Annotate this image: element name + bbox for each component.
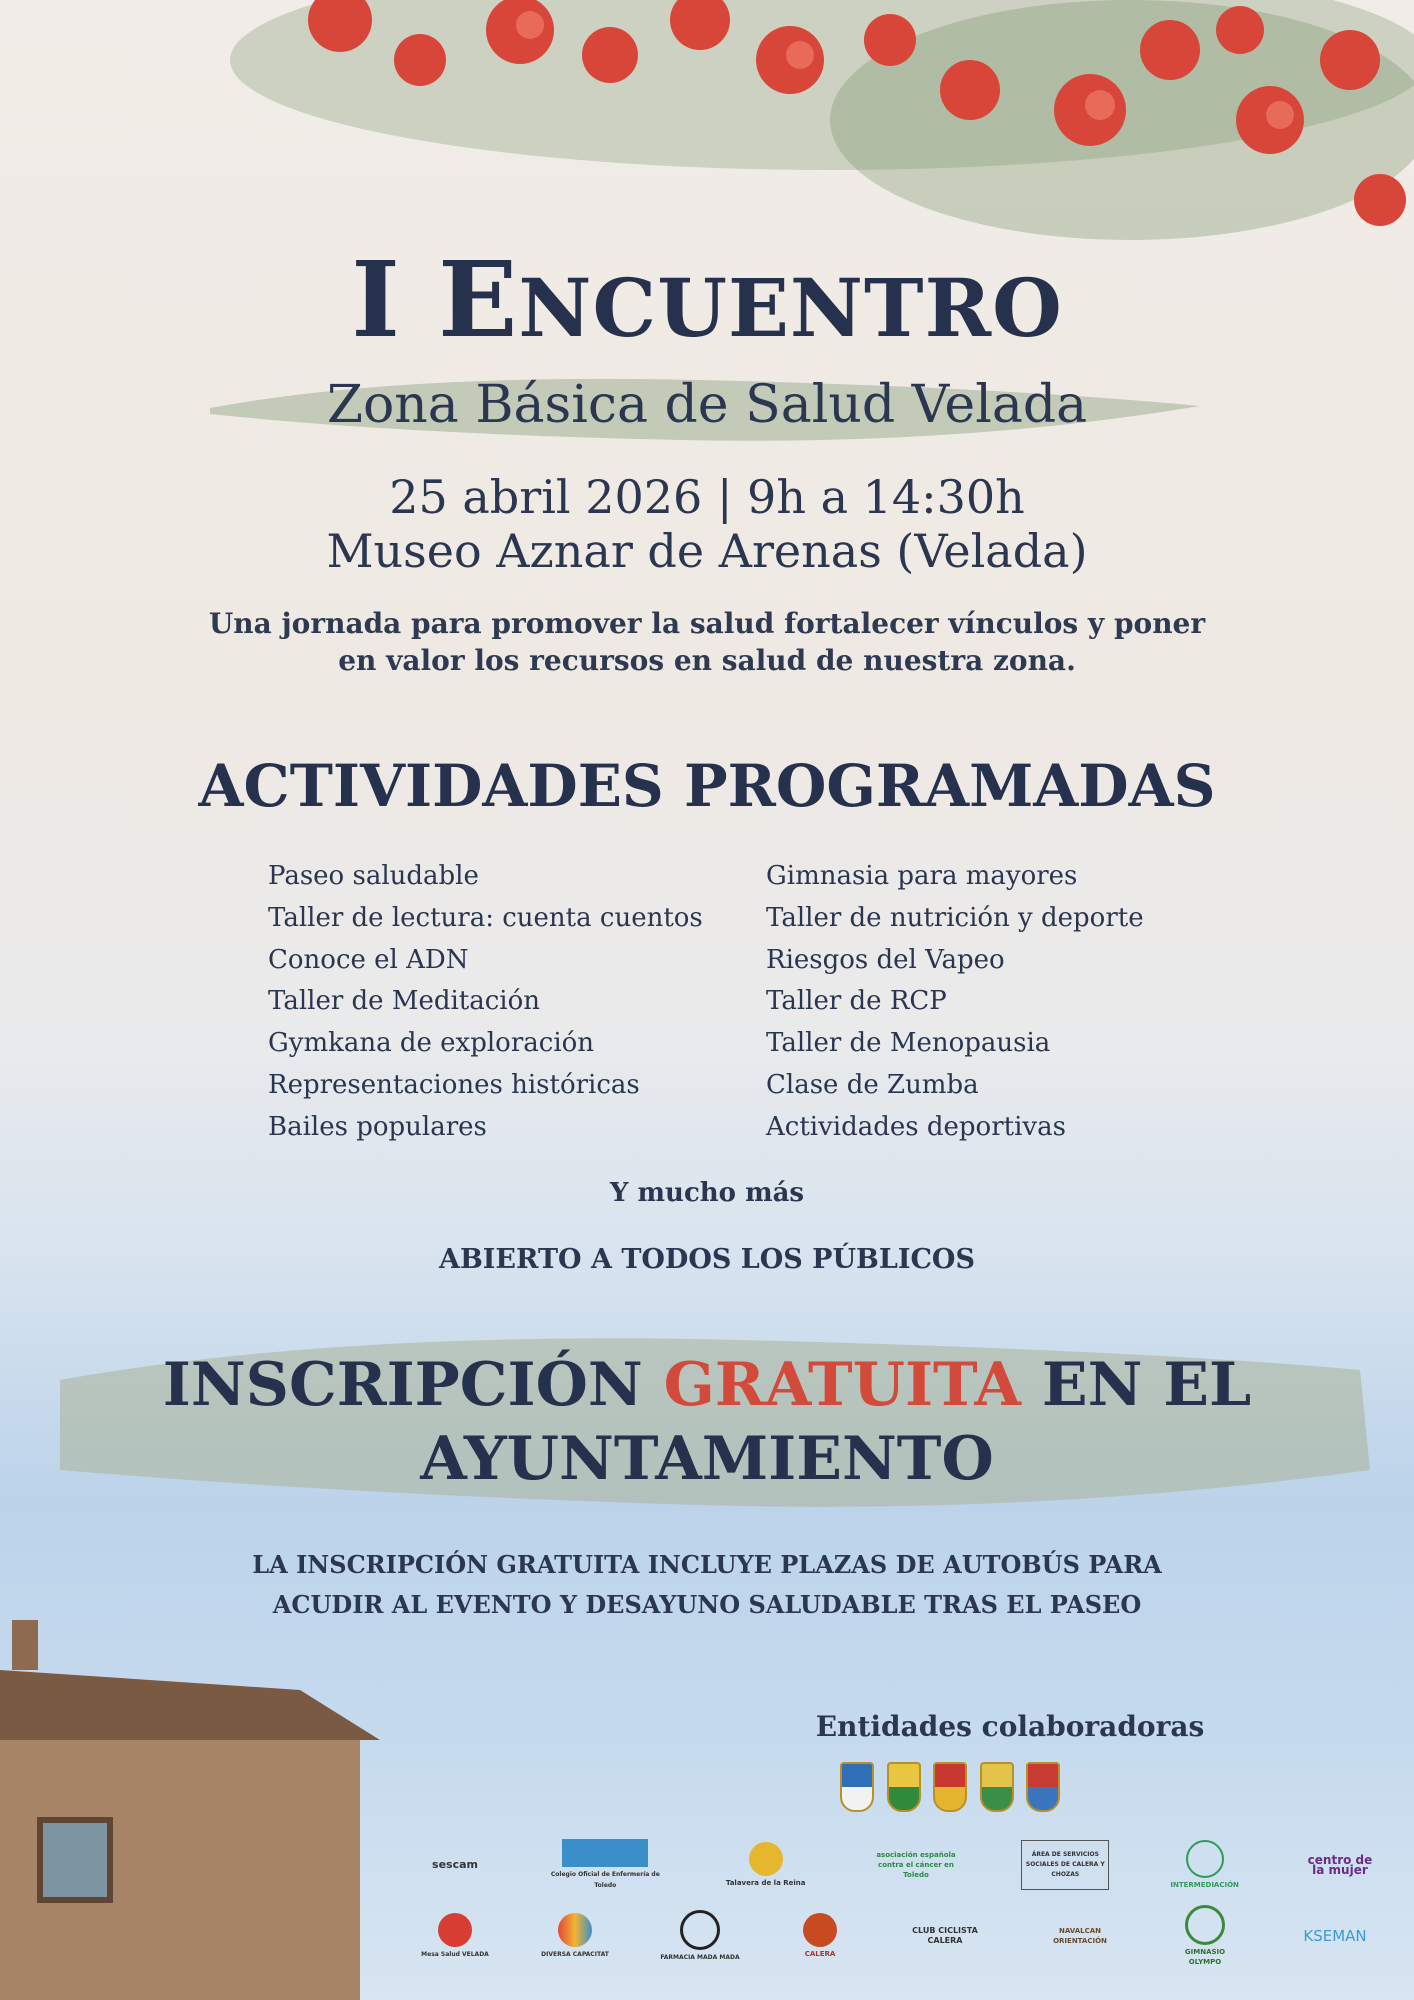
logo-label: NAVALCAN ORIENTACIÓN xyxy=(1053,1927,1107,1945)
logo-gimnasio-olympo xyxy=(1170,1912,1240,1966)
logo-label: centro de la mujer xyxy=(1307,1853,1373,1877)
includes-line-1: LA INSCRIPCIÓN GRATUITA INCLUYE PLAZAS DE AUTOBÚS PARA xyxy=(252,1550,1162,1579)
activity-item: Taller de lectura: cuenta cuentos xyxy=(268,902,703,933)
logo-label: FARMACIA MADA MADA xyxy=(660,1953,740,1961)
logo-servicios-sociales xyxy=(1021,1840,1109,1890)
logo-label: ÁREA DE SERVICIOS SOCIALES DE CALERA Y CHOZAS xyxy=(1025,1851,1105,1878)
activity-item: Taller de RCP xyxy=(766,986,947,1017)
activities-title: ACTIVIDADES PROGRAMADAS xyxy=(198,752,1216,820)
activity-item: Actividades deportivas xyxy=(766,1111,1066,1142)
logo-centro-mujer xyxy=(1300,1841,1380,1889)
registration-line-2: AYUNTAMIENTO xyxy=(420,1424,994,1494)
activity-item: Taller de Menopausia xyxy=(766,1028,1051,1059)
logo-label: Mesa Salud VELADA xyxy=(421,1950,489,1958)
logo-aecc xyxy=(866,1841,966,1889)
flowers-decoration xyxy=(230,0,1414,240)
logo-club-ciclista xyxy=(900,1912,990,1960)
logo-talavera xyxy=(721,1841,811,1889)
activities-left-list xyxy=(268,856,703,1149)
activity-item: Gymkana de exploración xyxy=(268,1028,595,1059)
subtitle: Zona Básica de Salud Velada xyxy=(326,375,1088,435)
logo-label: CALERA xyxy=(804,1950,836,1958)
collaborator-logos-row-1 xyxy=(420,1840,1380,1890)
logo-label: GIMNASIO OLYMPO xyxy=(1184,1948,1226,1966)
activity-item: Riesgos del Vapeo xyxy=(766,944,1005,975)
collaborator-logos-row-2 xyxy=(420,1912,1380,1966)
registration-part-1: INSCRIPCIÓN xyxy=(162,1350,664,1420)
activity-item: Conoce el ADN xyxy=(268,944,469,975)
shield-icon xyxy=(840,1762,874,1812)
logo-label: sescam xyxy=(432,1858,478,1871)
logo-label: Colegio Oficial de Enfermería de Toledo xyxy=(550,1871,660,1889)
logo-diversa-capacitat xyxy=(540,1912,610,1960)
logo-label: KSEMAN xyxy=(1303,1927,1367,1945)
registration-highlight: GRATUITA xyxy=(663,1350,1021,1420)
activity-item: Taller de Meditación xyxy=(268,986,541,1017)
intro-text: Una jornada para promover la salud fortalecer vínculos y poner en valor los recursos en salud de nuestra zona. xyxy=(208,607,1206,677)
open-to-all-text: ABIERTO A TODOS LOS PÚBLICOS xyxy=(439,1244,975,1275)
logo-sescam xyxy=(420,1841,490,1889)
activity-item: Clase de Zumba xyxy=(766,1069,979,1100)
logo-mesa-salud xyxy=(420,1912,490,1960)
activity-item: Bailes populares xyxy=(268,1111,487,1142)
date-line: 25 abril 2026 | 9h a 14:30h xyxy=(389,470,1025,524)
logo-label: Talavera de la Reina xyxy=(725,1879,806,1887)
registration-part-2: EN EL xyxy=(1020,1350,1252,1420)
includes-line-2: ACUDIR AL EVENTO Y DESAYUNO SALUDABLE TRAS EL PASEO xyxy=(272,1590,1142,1619)
collaborators-title: Entidades colaboradoras xyxy=(815,1710,1205,1743)
registration-line-1 xyxy=(0,1348,1414,1422)
municipal-shields xyxy=(840,1762,1060,1814)
title-rest: NCUENTRO xyxy=(518,261,1063,355)
more-text: Y mucho más xyxy=(609,1178,805,1208)
shield-icon xyxy=(933,1762,967,1812)
activity-item: Paseo saludable xyxy=(268,861,479,891)
logo-label: CLUB CICLISTA CALERA xyxy=(912,1926,978,1945)
date-venue xyxy=(0,470,1414,578)
church-building-decoration xyxy=(0,1600,430,2000)
venue-line: Museo Aznar de Arenas (Velada) xyxy=(326,524,1088,578)
shield-icon xyxy=(887,1762,921,1812)
logo-label: DIVERSA CAPACITAT xyxy=(541,1950,609,1958)
shield-icon xyxy=(980,1762,1014,1812)
logo-enfermeria-toledo xyxy=(545,1841,665,1889)
activity-item: Gimnasia para mayores xyxy=(766,861,1078,891)
page-title xyxy=(0,238,1414,361)
activity-item: Taller de nutrición y deporte xyxy=(766,902,1144,933)
shield-icon xyxy=(1026,1762,1060,1812)
logo-farmacia xyxy=(660,1912,740,1960)
logo-calera xyxy=(790,1912,850,1960)
activity-item: Representaciones históricas xyxy=(268,1069,640,1100)
logo-kseman xyxy=(1290,1912,1380,1960)
title-numeral: I xyxy=(351,238,401,361)
title-initial: E xyxy=(438,238,519,361)
logo-label: asociación española contra el cáncer en Toledo xyxy=(876,1851,956,1879)
logo-intermediacion xyxy=(1165,1841,1245,1889)
logo-label: INTERMEDIACIÓN xyxy=(1170,1881,1239,1889)
registration-includes xyxy=(220,1545,1194,1625)
registration-heading xyxy=(0,1348,1414,1496)
logo-navalcan xyxy=(1040,1912,1120,1960)
activities-right-list xyxy=(766,856,1144,1149)
